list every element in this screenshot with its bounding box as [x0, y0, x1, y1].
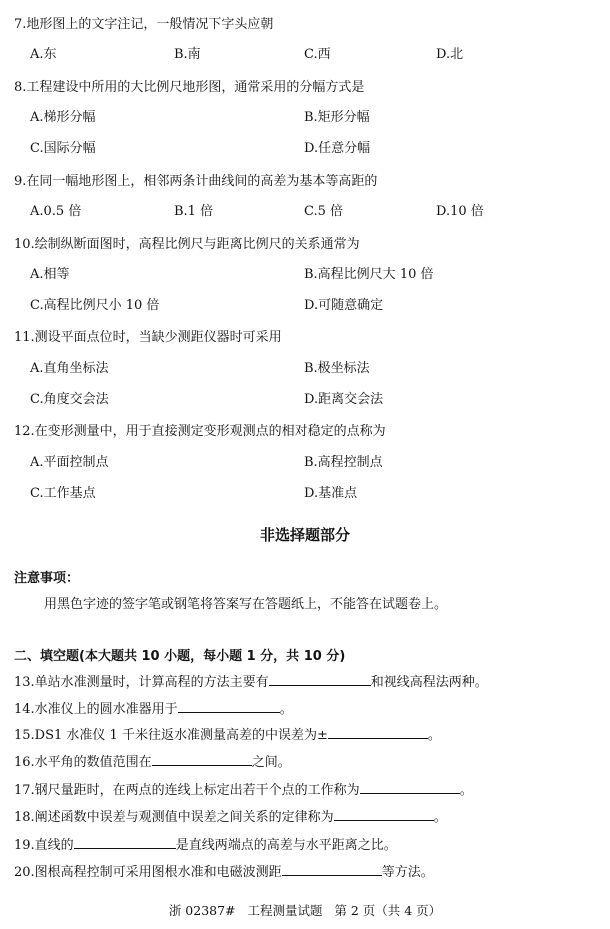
option-b: B.极坐标法 [304, 361, 370, 376]
answer-blank[interactable] [269, 673, 371, 686]
fill-question-text: 。 [433, 810, 447, 825]
fill-question-text: 是直线两端点的高差与水平距离之比。 [175, 838, 397, 853]
option-a: A.相等 [30, 267, 70, 282]
question-stem: 12.在变形测量中，用于直接测定变形观测点的相对稳定的点称为 [14, 424, 386, 439]
question-stem: 9.在同一幅地形图上，相邻两条计曲线间的高差为基本等高距的 [14, 174, 378, 189]
option-c: C.角度交会法 [30, 392, 109, 407]
options-row [0, 482, 610, 502]
options-row [0, 43, 610, 63]
option-d: D.距离交会法 [304, 392, 384, 407]
answer-blank[interactable] [360, 781, 460, 794]
option-d: D.北 [436, 47, 464, 62]
option-b: B.高程控制点 [304, 455, 383, 470]
fill-question-text: 19.直线的 [14, 838, 74, 853]
options-row [0, 357, 610, 377]
option-b: B.矩形分幅 [304, 110, 370, 125]
fill-question-text: 。 [427, 728, 441, 743]
fill-question-text: 18.阐述函数中误差与观测值中误差之间关系的定律称为 [14, 810, 334, 825]
option-c: C.西 [304, 47, 331, 62]
fill-question [14, 806, 447, 825]
fill-question-text: 和视线高程法两种。 [370, 675, 488, 690]
options-row [0, 451, 610, 471]
fill-question [14, 834, 397, 853]
fill-question-text: 20.图根高程控制可采用图根水准和电磁波测距 [14, 865, 282, 880]
option-c: C.国际分幅 [30, 141, 96, 156]
option-a: A.东 [30, 47, 57, 62]
option-a: A.直角坐标法 [30, 361, 109, 376]
fill-question-text: 等方法。 [381, 865, 434, 880]
options-row [0, 263, 610, 283]
options-row [0, 200, 610, 220]
option-d: D.10 倍 [436, 204, 484, 219]
page-footer: 浙 02387# 工程测量试题 第 2 页（共 4 页） [168, 903, 442, 918]
option-a: A.0.5 倍 [30, 204, 82, 219]
fill-question-text: 15.DS1 水准仪 1 千米往返水准测量高差的中误差为± [14, 728, 328, 743]
option-c: C.高程比例尺小 10 倍 [30, 298, 160, 313]
fill-question [14, 751, 291, 770]
notice-label: 注意事项： [14, 571, 80, 586]
options-row [0, 388, 610, 408]
fill-question [14, 698, 293, 717]
option-b: B.高程比例尺大 10 倍 [304, 267, 434, 282]
answer-blank[interactable] [328, 726, 428, 739]
part-heading: 非选择题部分 [259, 526, 350, 544]
question-stem: 7.地形图上的文字注记，一般情况下字头应朝 [14, 17, 274, 32]
option-a: A.梯形分幅 [30, 110, 96, 125]
options-row [0, 137, 610, 157]
option-d: D.可随意确定 [304, 298, 384, 313]
notice-text: 用黑色字迹的签字笔或钢笔将答案写在答题纸上，不能答在试题卷上。 [44, 597, 448, 612]
question-stem: 8.工程建设中所用的大比例尺地形图，通常采用的分幅方式是 [14, 80, 365, 95]
fill-question-text: 。 [279, 702, 293, 717]
section-heading: 二、填空题(本大题共 10 小题，每小题 1 分，共 10 分) [14, 649, 346, 664]
fill-question-text: 16.水平角的数值范围在 [14, 755, 152, 770]
answer-blank[interactable] [74, 836, 176, 849]
option-b: B.南 [174, 47, 201, 62]
fill-question-text: 14.水准仪上的圆水准器用于 [14, 702, 178, 717]
answer-blank[interactable] [334, 808, 434, 821]
fill-question [14, 671, 488, 690]
fill-question [14, 779, 473, 798]
option-a: A.平面控制点 [30, 455, 109, 470]
fill-question-text: 17.钢尺量距时，在两点的连线上标定出若干个点的工作称为 [14, 783, 360, 798]
option-c: C.工作基点 [30, 486, 96, 501]
option-d: D.任意分幅 [304, 141, 371, 156]
option-d: D.基准点 [304, 486, 358, 501]
answer-blank[interactable] [178, 700, 280, 713]
option-c: C.5 倍 [304, 204, 344, 219]
answer-blank[interactable] [282, 863, 382, 876]
question-stem: 10.绘制纵断面图时，高程比例尺与距离比例尺的关系通常为 [14, 237, 360, 252]
options-row [0, 106, 610, 126]
options-row [0, 294, 610, 314]
fill-question-text: 。 [459, 783, 473, 798]
answer-blank[interactable] [152, 753, 252, 766]
fill-question-text: 13.单站水准测量时，计算高程的方法主要有 [14, 675, 269, 690]
question-stem: 11.测设平面点位时，当缺少测距仪器时可采用 [14, 330, 282, 345]
fill-question-text: 之间。 [251, 755, 291, 770]
fill-question [14, 861, 434, 880]
fill-question [14, 724, 441, 743]
option-b: B.1 倍 [174, 204, 214, 219]
